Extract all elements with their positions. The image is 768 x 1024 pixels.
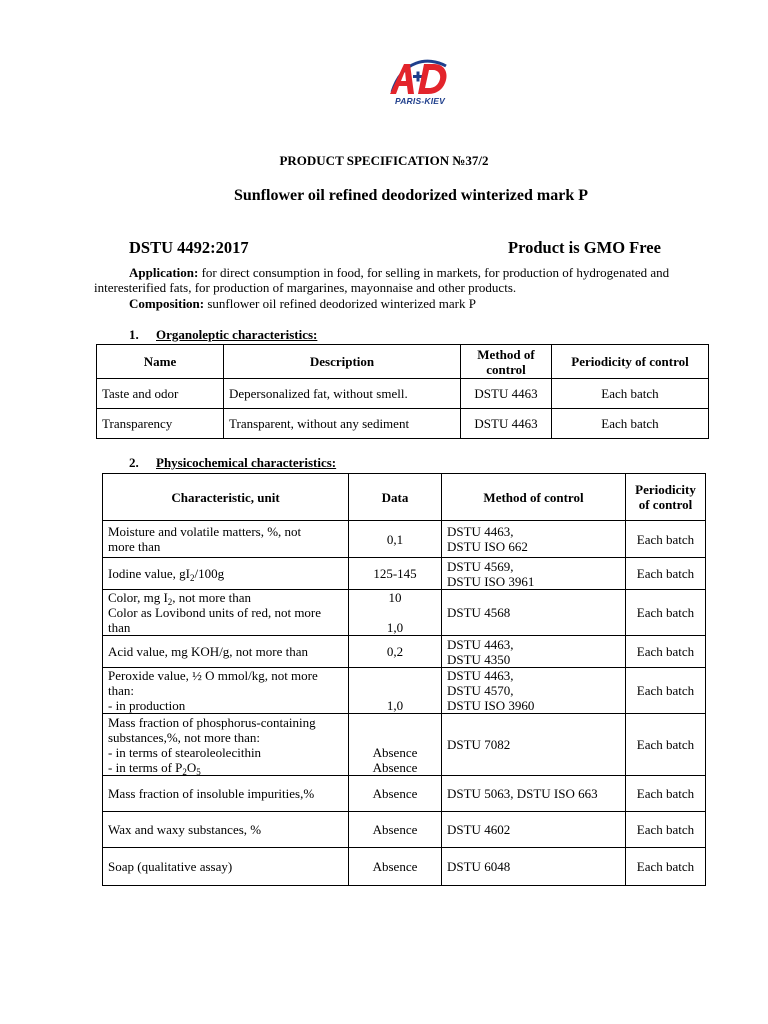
header-name: Name xyxy=(97,345,224,379)
cell-method: DSTU 5063, DSTU ISO 663 xyxy=(442,776,626,812)
application-label: Application: xyxy=(129,265,199,280)
cell-method: DSTU 4463 xyxy=(461,379,552,409)
cell-text: /100g xyxy=(194,566,225,581)
header-characteristic: Characteristic, unit xyxy=(103,474,349,521)
cell-text: DSTU 4570, xyxy=(447,683,514,698)
cell-periodicity: Each batch xyxy=(626,590,706,636)
cell-method xyxy=(442,521,626,558)
cell-text: than xyxy=(108,620,131,635)
cell-characteristic xyxy=(103,714,349,776)
product-title: Sunflower oil refined deodorized winterized mark P xyxy=(233,187,589,204)
cell-periodicity: Each batch xyxy=(552,409,709,439)
cell-text: DSTU 4463, xyxy=(447,636,514,652)
cell-periodicity: Each batch xyxy=(626,668,706,714)
cell-text: Mass fraction of phosphorus-containing xyxy=(108,714,316,730)
subscript: 2 xyxy=(182,766,187,777)
table-row xyxy=(103,714,706,776)
cell-text: - in terms of stearoleolecithin xyxy=(108,744,262,760)
table-row xyxy=(97,379,709,409)
cell-name: Taste and odor xyxy=(97,379,224,409)
cell-method xyxy=(442,558,626,590)
cell-method: DSTU 4568 xyxy=(442,590,626,636)
cell-text: DSTU 4569, xyxy=(447,558,514,574)
header-periodicity: Periodicity of control xyxy=(626,474,706,521)
cell-method xyxy=(442,668,626,714)
physicochemical-table xyxy=(102,473,706,886)
cell-text: substances,%, not more than: xyxy=(108,729,260,745)
cell-data: 125-145 xyxy=(349,558,442,590)
table-row xyxy=(103,848,706,886)
section-title-text: Organoleptic characteristics: xyxy=(156,327,318,342)
physicochemical-section-title xyxy=(129,455,336,471)
header-method: Method of control xyxy=(461,345,552,379)
table-row xyxy=(103,776,706,812)
cell-text: Peroxide value, ½ O mmol/kg, not more xyxy=(108,668,318,683)
cell-data: Absence xyxy=(349,848,442,886)
cell-text: Absence xyxy=(372,745,418,760)
table-row xyxy=(103,668,706,714)
logo-caption: PARIS-KIEV xyxy=(394,96,446,106)
table-row xyxy=(103,590,706,636)
table-row xyxy=(103,636,706,668)
gmo-free-note: Product is GMO Free xyxy=(508,238,661,257)
cell-characteristic xyxy=(103,558,349,590)
cell-characteristic: Soap (qualitative assay) xyxy=(103,848,349,886)
cell-method: DSTU 4602 xyxy=(442,812,626,848)
header-description: Description xyxy=(224,345,461,379)
cell-text: than: xyxy=(108,683,134,698)
cell-description: Transparent, without any sediment xyxy=(224,409,461,439)
cell-text: - in terms of P xyxy=(108,759,183,775)
cell-text: O xyxy=(186,759,197,775)
cell-text: 1,0 xyxy=(386,620,404,635)
organoleptic-table xyxy=(96,344,709,439)
application-line-1 xyxy=(129,265,669,280)
cell-characteristic xyxy=(103,521,349,558)
header-data: Data xyxy=(349,474,442,521)
cell-periodicity: Each batch xyxy=(626,776,706,812)
cell-text: Iodine value, gI xyxy=(108,566,190,581)
table-row xyxy=(103,558,706,590)
cell-characteristic xyxy=(103,668,349,714)
cell-text: 10 xyxy=(388,590,402,605)
application-text-1: for direct consumption in food, for selling in markets, for production of hydrogenated and xyxy=(198,265,670,280)
subscript: 2 xyxy=(167,597,173,607)
cell-text: Moisture and volatile matters, %, not xyxy=(108,524,302,539)
composition-line xyxy=(129,296,476,311)
application-line-2: interesterified fats, for production of margarines, mayonnaise and other products. xyxy=(94,280,517,295)
cell-characteristic xyxy=(103,590,349,636)
cell-periodicity: Each batch xyxy=(626,714,706,776)
section-title-text: Physicochemical characteristics: xyxy=(156,455,337,470)
cell-text: DSTU ISO 3960 xyxy=(447,698,535,713)
cell-text: - in production xyxy=(108,698,186,713)
cell-data xyxy=(349,714,442,776)
section-number: 2. xyxy=(129,455,139,470)
table-header-row xyxy=(103,474,706,521)
cell-text: Color, mg I xyxy=(108,590,168,605)
cell-data xyxy=(349,590,442,636)
subscript: 2 xyxy=(189,573,195,583)
cell-characteristic: Acid value, mg KOH/g, not more than xyxy=(103,636,349,668)
cell-name: Transparency xyxy=(97,409,224,439)
cell-data: 1,0 xyxy=(349,668,442,714)
cell-method: DSTU 4463 xyxy=(461,409,552,439)
cell-text: Color as Lovibond units of red, not more xyxy=(108,605,322,620)
cell-data: 0,1 xyxy=(349,521,442,558)
cell-characteristic: Wax and waxy substances, % xyxy=(103,812,349,848)
header-periodicity: Periodicity of control xyxy=(552,345,709,379)
cell-text: more than xyxy=(108,539,161,554)
cell-periodicity: Each batch xyxy=(626,521,706,558)
cell-data: Absence xyxy=(349,812,442,848)
cell-text: DSTU ISO 3961 xyxy=(447,573,535,589)
cell-text: DSTU ISO 662 xyxy=(447,539,528,554)
organoleptic-section-title xyxy=(129,327,317,343)
section-number: 1. xyxy=(129,327,139,342)
cell-text: , not more than xyxy=(172,590,252,605)
standard-number: DSTU 4492:2017 xyxy=(129,238,249,257)
cell-method xyxy=(442,636,626,668)
spacer xyxy=(354,605,436,620)
composition-text: sunflower oil refined deodorized winterized mark P xyxy=(204,296,476,311)
table-header-row xyxy=(97,345,709,379)
cell-data: Absence xyxy=(349,776,442,812)
cell-text xyxy=(108,590,343,605)
cell-method: DSTU 6048 xyxy=(442,848,626,886)
cell-method: DSTU 7082 xyxy=(442,714,626,776)
cell-periodicity: Each batch xyxy=(626,636,706,668)
composition-label: Composition: xyxy=(129,296,205,311)
table-row xyxy=(103,812,706,848)
cell-text: Absence xyxy=(372,760,418,775)
subscript: 5 xyxy=(196,766,201,777)
cell-periodicity: Each batch xyxy=(626,812,706,848)
cell-periodicity: Each batch xyxy=(626,848,706,886)
cell-periodicity: Each batch xyxy=(626,558,706,590)
cell-characteristic: Mass fraction of insoluble impurities,% xyxy=(103,776,349,812)
cell-text xyxy=(108,760,343,775)
cell-text: DSTU 4463, xyxy=(447,524,514,539)
header-method: Method of control xyxy=(442,474,626,521)
cell-text: DSTU 4463, xyxy=(447,668,514,683)
cell-description: Depersonalized fat, without smell. xyxy=(224,379,461,409)
cell-periodicity: Each batch xyxy=(552,379,709,409)
spec-number: PRODUCT SPECIFICATION №37/2 xyxy=(279,153,489,168)
cell-data: 0,2 xyxy=(349,636,442,668)
table-row xyxy=(103,521,706,558)
cell-text: DSTU 4350 xyxy=(447,651,511,667)
table-row xyxy=(97,409,709,439)
